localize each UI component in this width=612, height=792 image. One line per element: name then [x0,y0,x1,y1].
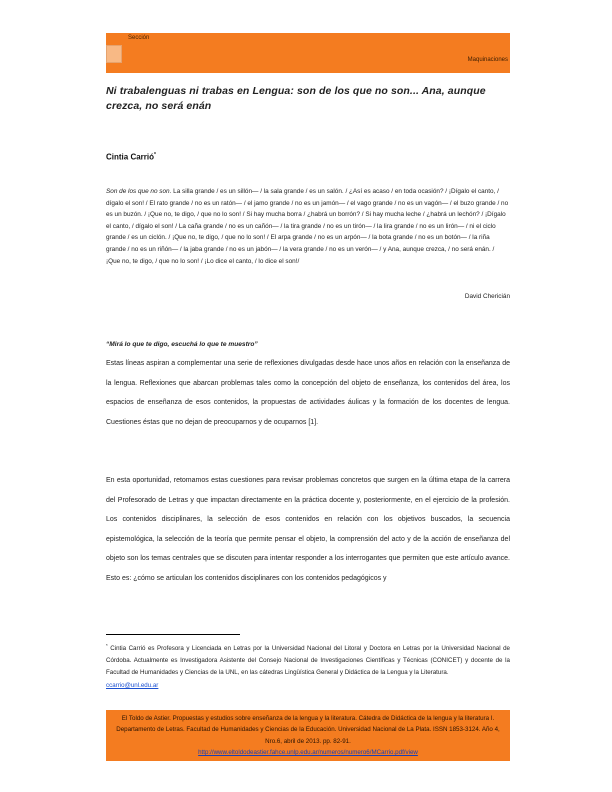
author-email-link[interactable]: ccarrio@unl.edu.ar [106,681,159,689]
article-title: Ni trabalenguas ni trabas en Lengua: son de los que no son... Ana, aunque crezca, no será enán [106,85,486,112]
section-name: Maquinaciones [467,57,508,63]
journal-logo-icon [106,45,122,63]
footnote-divider [106,634,240,635]
author-name [106,152,156,162]
body-paragraph: En esta oportunidad, retomamos estas cuestiones para revisar problemas concretos que surgen en la última etapa de la carrera del Profesorado de Letras y que impactan directamente en la práctica docente y, posteriormente, en el ejercicio de la profesión. Los contenidos disciplinares, la selección de esos contenidos en relación con los objetivos buscados, la secuencia epistemológica, la selección de la teoría que permite pensar el objeto, la comprensión del acto y de la acción de enseñanza del objeto son los temas centrales que se discuten para intentar responder a los interrogantes que permiten que este artículo avance. Esto es: ¿cómo se articulan los contenidos disciplinares con los contenidos pedagógicos y [106,477,510,582]
epigraph-poem [106,186,510,267]
author-footnote-mark: * [154,152,156,158]
author-name-text: Cintia Carrió [106,152,155,162]
poem-lead: Son de los que no son. [106,188,172,195]
body-paragraph: Estas líneas aspiran a complementar una serie de reflexiones divulgadas desde hace unos años en relación con la enseñanza de la lengua. Reflexiones que abarcan problemas tales como la concepción del objeto de enseñanza, los contenidos del área, los espacios de enseñanza de esos contenidos, la propuestas de actividades áulicas y la formación de los docentes de lengua. Cuestiones éstas que no dejan de preocuparnos y de ocuparnos [1]. [106,360,510,426]
poem-text: La silla grande / es un sillón— / la sala grande / es un salón. / ¿Así es acaso / en toda ocasión? / ¡Dígalo el canto, / dígalo el son! / El rato grande / no es un ratón— / el jamo grande / no es un jamón— / el vago grande / no es un vagón— / el buzo grande / no es un buzón. / ¡Que no, te digo, / que no lo son! / Si hay mucha borra / ¿habrá un borrón? / Si hay mucha leche / ¿habrá un lechón? / ¡Dígalo el canto, / dígalo el son! / La caña grande / no es un cañón— / la tira grande / no es un tirón— / la lira grande / no es un lirón— / ni el ciclo grande / es un ciclón. / ¡Que no, te digo, / que no lo son! / El arpa grande / no es un arpón— / la bota grande / no es un botón— / la riña grande / no es un riñón— / la jaba grande / no es un jabón— / la vera grande / no es un verón— / y Ana, aunque crezca, / no será enán. / ¡Que no, te digo, / que no lo son! / ¡Lo dice el canto, / lo dice el son!/ [106,188,509,265]
section-label: Sección [128,35,150,41]
citation-footer [110,713,506,758]
section-subheading: “Mirá lo que te digo, escuchá lo que te muestro” [106,341,258,348]
poem-attribution: David Chericián [464,293,510,300]
citation-text: El Toldo de Astier. Propuestas y estudios sobre enseñanza de la lengua y la literatura. Cátedra de Didáctica de la lengua y la literatura I. Departamento de Letras. Facultad de Humanidades y Ciencias de la Educación. Universidad Nacional de La Plata. ISSN 1853-3124. Año 4, Nro.6, abril de 2013. pp. 82-91. [116,715,500,745]
section-header-bar [106,33,510,73]
footnote-mark: * [106,643,108,648]
author-footnote [106,640,510,692]
footnote-text: Cintia Carrió es Profesora y Licenciada en Letras por la Universidad Nacional del Litoral y Doctora en Letras por la Universidad Nacional de Córdoba. Actualmente es Investigadora Asistente del Consejo Nacional de Investigaciones Científicas y Técnicas (CONICET) y docente de la Facultad de Humanidades y Ciencias de la UNL, en las cátedras Lingüística General y Didáctica de la Lengua y la Literatura. [106,645,510,677]
article-url-link[interactable]: http://www.eltoldodeastier.fahce.unlp.edu.ar/numeros/numero6/MCarrio.pdf/view [198,748,418,756]
